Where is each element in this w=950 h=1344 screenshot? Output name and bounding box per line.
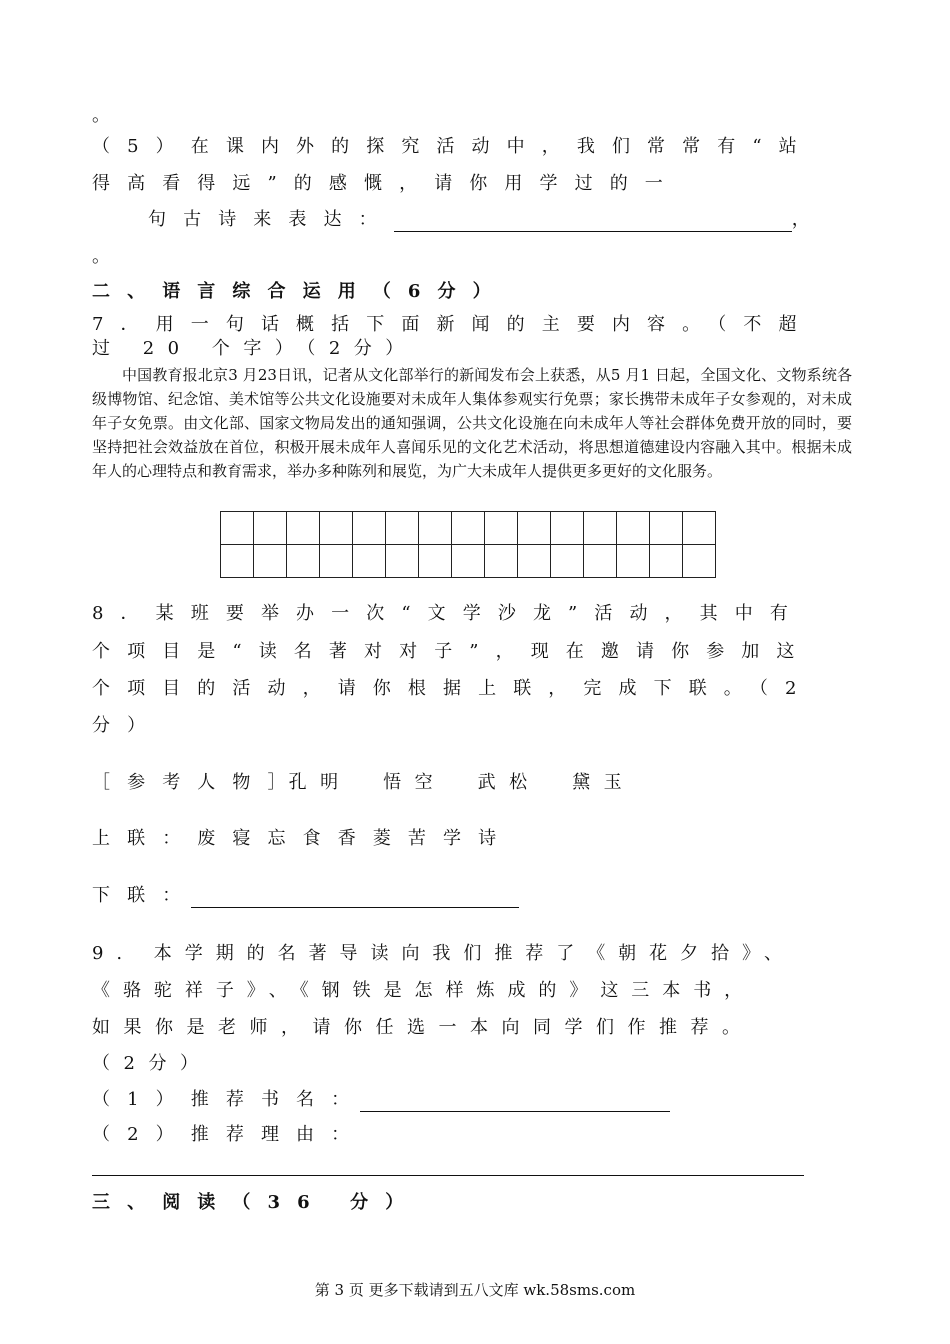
q7-line2: 过 20 个字）（2分）	[92, 338, 417, 359]
q9-line2: 《骆驼祥子》、《钢铁是怎样炼成的》这三本书，	[92, 980, 756, 1001]
q5-dot: 。	[92, 246, 110, 267]
grid-cell[interactable]	[287, 512, 320, 545]
q5-line3-text: 句古诗来表达：	[148, 209, 394, 230]
grid-cell[interactable]	[551, 545, 584, 578]
q7-news-paragraph: 中国教育报北京3 月23日讯，记者从文化部举行的新闻发布会上获悉，从5 月1 日起，全国文化、文物系统各级博物馆、纪念馆、美术馆等公共文化设施要对未成年人集体参观实行免票；家长携带未成年子女参观的，对未成年子女免票。由文化部、国家文物局发出的通知强调，公共文化设施在向未成年人等社会群体免费开放的同时，要坚持把社会效益放在首位，积极开展未成年人喜闻乐见的文化艺术活动，将思想道德建设内容融入其中。根据未成年人的心理特点和教育需求，举办多种陈列和展览，为广大未成年人提供更多更好的文化服务。	[92, 366, 852, 480]
q8-lower-label: 下联：	[92, 885, 198, 906]
grid-cell[interactable]	[518, 545, 551, 578]
grid-cell[interactable]	[485, 512, 518, 545]
top-dot: 。	[92, 105, 110, 126]
q9-line1: 9. 本学期的名著导读向我们推荐了《朝花夕拾》、	[92, 943, 795, 964]
grid-cell[interactable]	[287, 545, 320, 578]
section3-title: 三、阅读（36 分）	[92, 1192, 421, 1213]
q9-item1-line	[92, 1088, 670, 1112]
grid-cell[interactable]	[221, 512, 254, 545]
grid-cell[interactable]	[584, 512, 617, 545]
grid-cell[interactable]	[617, 545, 650, 578]
q8-upper-couplet: 上联：废寝忘食香菱苦学诗	[92, 828, 514, 849]
grid-cell[interactable]	[353, 545, 386, 578]
q5-line1: （5）在课内外的探究活动中，我们常常有“站	[92, 136, 814, 157]
q8-line4: 分）	[92, 715, 163, 736]
q8-lower-couplet-line	[92, 884, 519, 908]
q8-reference-line	[92, 771, 635, 795]
grid-cell[interactable]	[650, 512, 683, 545]
grid-cell[interactable]	[320, 512, 353, 545]
q8-line3: 个项目的活动，请你根据上联，完成下联。（2	[92, 678, 814, 699]
grid-cell[interactable]	[683, 545, 716, 578]
q8-lower-blank[interactable]	[191, 887, 519, 908]
q5-line2: 得高看得远”的感慨，请你用学过的一	[92, 173, 680, 194]
q5-answer-blank[interactable]	[394, 211, 792, 232]
q9-item2-label: （2）推荐理由：	[92, 1124, 367, 1145]
grid-cell[interactable]	[419, 545, 452, 578]
grid-row-2	[221, 545, 716, 578]
grid-cell[interactable]	[617, 512, 650, 545]
q5-line3-end: ，	[791, 209, 810, 230]
page-footer: 第 3 页 更多下载请到五八文库 wk.58sms.com	[314, 1281, 636, 1299]
grid-cell[interactable]	[650, 545, 683, 578]
grid-cell[interactable]	[452, 512, 485, 545]
q8-ref-names: 孔明 悟空 武松 黛玉	[288, 772, 636, 793]
grid-cell[interactable]	[485, 545, 518, 578]
grid-cell[interactable]	[551, 512, 584, 545]
grid-cell[interactable]	[584, 545, 617, 578]
q9-reason-blank-line[interactable]	[92, 1175, 804, 1176]
q9-item1-label: （1）推荐书名：	[92, 1089, 367, 1110]
q8-line1: 8．某班要举办一次“文学沙龙”活动，其中有	[92, 603, 805, 624]
answer-grid[interactable]	[220, 511, 716, 578]
q9-line3: 如果你是老师，请你任选一本向同学们作推荐。	[92, 1017, 754, 1038]
grid-row-1	[221, 512, 716, 545]
grid-cell[interactable]	[254, 545, 287, 578]
grid-cell[interactable]	[353, 512, 386, 545]
grid-cell[interactable]	[452, 545, 485, 578]
grid-cell[interactable]	[221, 545, 254, 578]
q8-line2: 个项目是“读名著对对子”，现在邀请你参加这	[92, 641, 812, 662]
grid-cell[interactable]	[386, 545, 419, 578]
q7-line1: 7．用一句话概括下面新闻的主要内容。（不超	[92, 314, 814, 335]
grid-cell[interactable]	[320, 545, 353, 578]
q9-line4: （2分）	[92, 1053, 212, 1074]
q5-line3	[148, 208, 810, 232]
q9-book-name-blank[interactable]	[360, 1091, 670, 1112]
grid-cell[interactable]	[518, 512, 551, 545]
grid-cell[interactable]	[254, 512, 287, 545]
grid-cell[interactable]	[386, 512, 419, 545]
grid-cell[interactable]	[683, 512, 716, 545]
section2-title: 二、语言综合运用（6分）	[92, 281, 508, 302]
grid-cell[interactable]	[419, 512, 452, 545]
q8-ref-label: ［参考人物］	[92, 772, 303, 793]
